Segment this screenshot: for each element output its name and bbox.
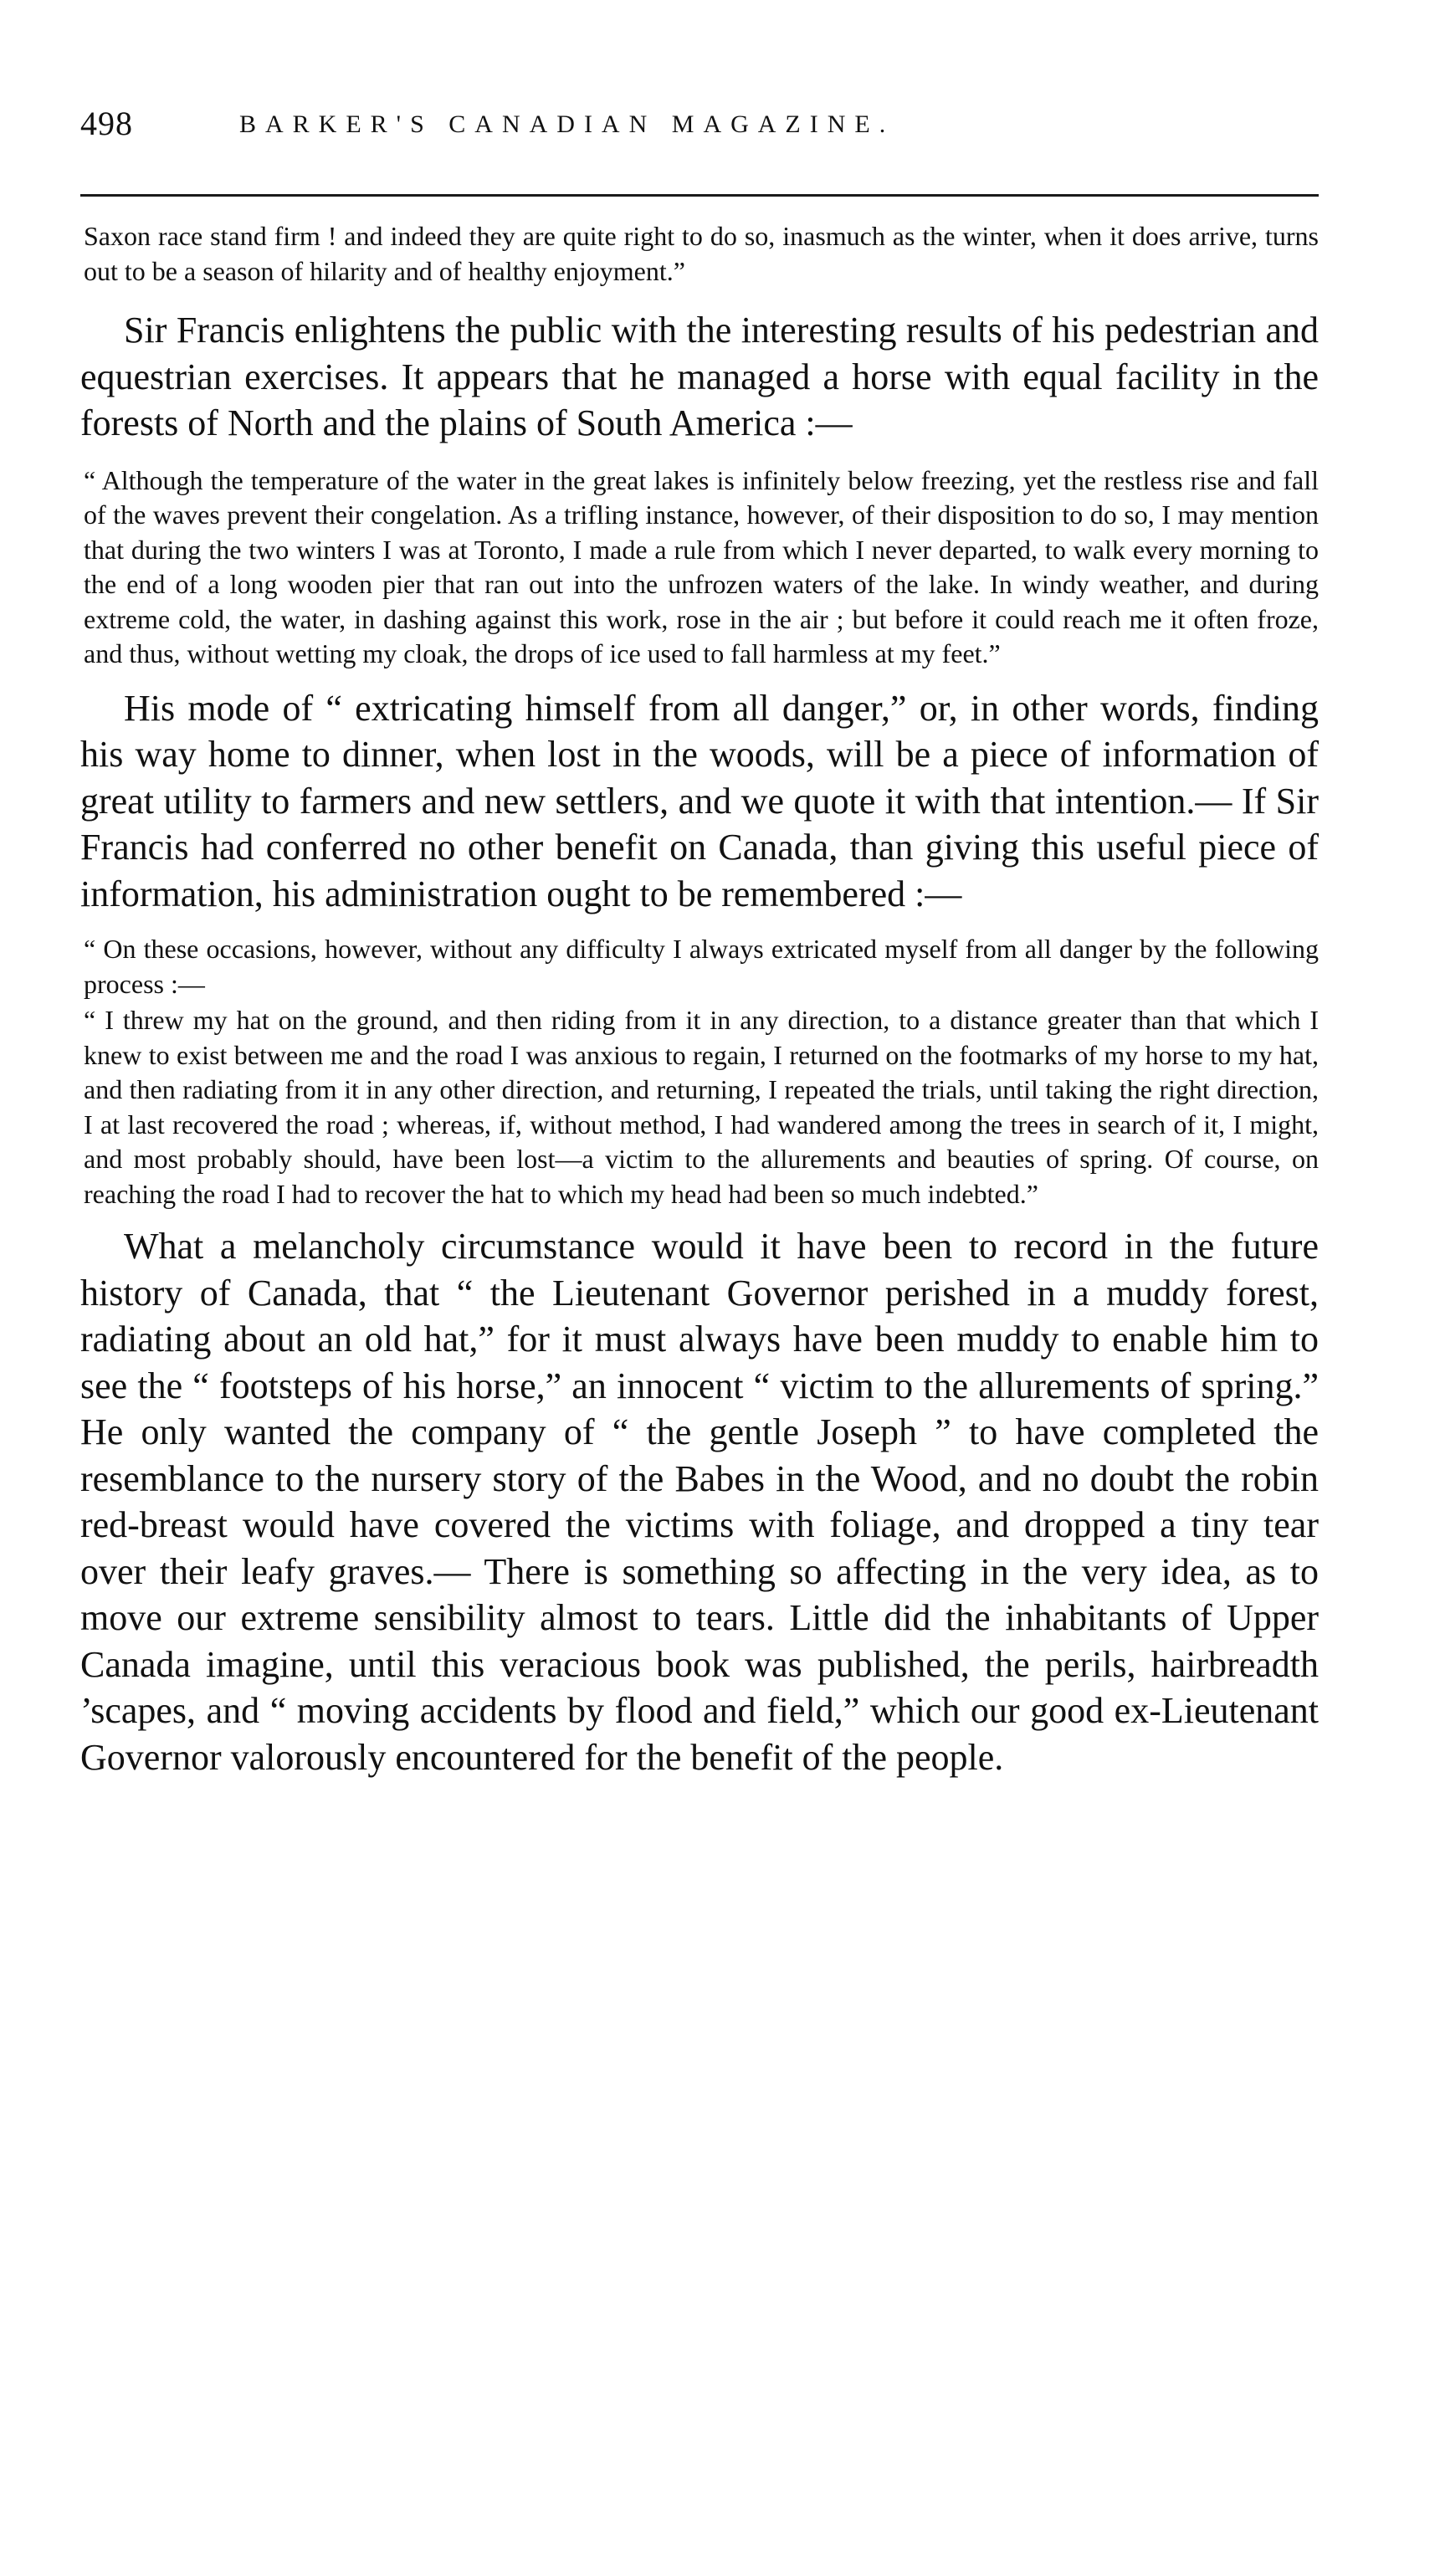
page-header — [80, 99, 1319, 149]
paragraph-extricating: His mode of “ extricating himself from all danger,” or, in other words, finding his way home to dinner, when lost in the woods, will be a piece of information of great utility to farmers and new settlers, and we quote it with that intention.— If Sir Francis had conferred no other benefit on Canada, than giving this useful piece of information, his administration ought to be remembered :— — [80, 687, 1319, 914]
magazine-page — [80, 0, 1319, 2576]
page-number: 498 — [80, 105, 133, 142]
quote-hat-process: “ I threw my hat on the ground, and then riding from it in any direction, to a distance greater than that which I knew to exist between me and the road I was anxious to regain, I returned on the footmarks of my horse to my hat, and then radiating from it in any other direction, and returning, I repeated the trials, until taking the right direction, I at last recovered the road ; whereas, if, without method, I had wandered among the trees in search of it, I might, and most probably should, have been lost—a victim to the allurements and beauties of spring. Of course, on reaching the road I had to recover the hat to which my head had been so much indebted.” — [84, 1005, 1319, 1209]
running-head: BARKER'S CANADIAN MAGAZINE. — [239, 110, 895, 138]
page-body — [80, 219, 1319, 1780]
paragraph-pedestrian-exercises: Sir Francis enlightens the public with the interesting results of his pedestrian and equestrian exercises. It appears that he managed a horse with equal facility in the forests of North and the plains of South America :— — [80, 310, 1319, 443]
quote-continuation: Saxon race stand firm ! and indeed they are quite right to do so, inasmuch as the winter, when it does arrive, turns out to be a season of hilarity and of healthy enjoyment.” — [84, 221, 1319, 286]
header-rule — [80, 194, 1319, 197]
quote-great-lakes: “ Although the temperature of the water in the great lakes is infinitely below freezing, yet the restless rise and fall of the waves prevent their congelation. As a trifling instance, however, of their disposition to do so, I may mention that during the two winters I was at Toronto, I made a rule from which I never departed, to walk every morning to the end of a long wooden pier that ran out into the unfrozen waters of the lake. In windy weather, and during extreme cold, the water, in dashing against this work, rose in the air ; but before it could reach me it often froze, and thus, without wetting my cloak, the drops of ice used to fall harmless at my feet.” — [84, 464, 1319, 668]
paragraph-melancholy: What a melancholy circumstance would it have been to record in the future history of Canada, that “ the Lieutenant Governor perished in a muddy forest, radiating about an old hat,” for it must always have been muddy to enable him to see the “ footsteps of his horse,” an innocent “ victim to the allurements of spring.” He only wanted the company of “ the gentle Joseph ” to have completed the resemblance to the nursery story of the Babes in the Wood, and no doubt the robin red-breast would have covered the victims with foliage, and dropped a tiny tear over their leafy graves.— There is something so affecting in the very idea, as to move our extreme sensibility almost to tears. Little did the inhabitants of Upper Canada imagine, until this veracious book was published, the perils, hairbreadth ’scapes, and “ moving accidents by flood and field,” which our good ex-Lieutenant Governor valorously encountered for the benefit of the people. — [80, 1226, 1319, 1778]
quote-occasions: “ On these occasions, however, without any difficulty I always extricated myself from all danger by the following process :— — [84, 934, 1319, 999]
